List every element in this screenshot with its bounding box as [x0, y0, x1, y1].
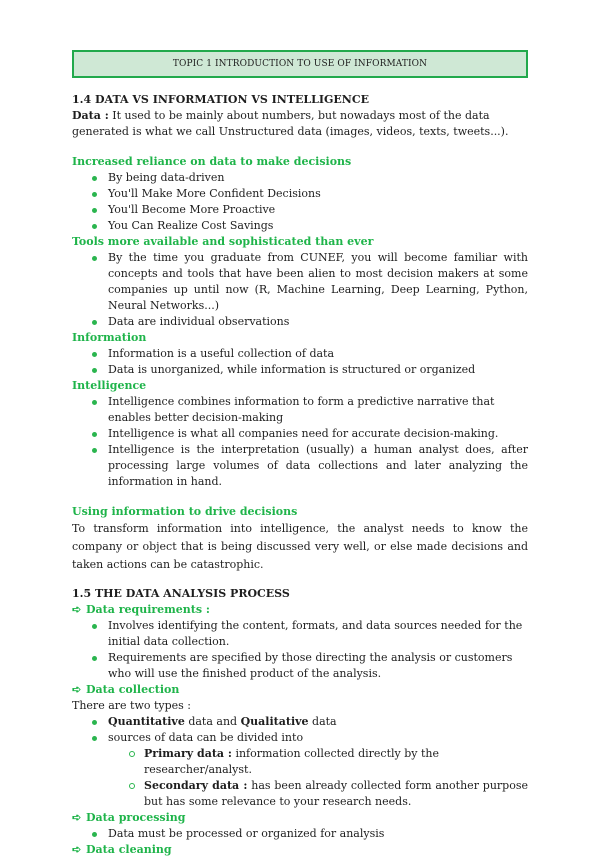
list-item: Requirements are specified by those directing the analysis or customers who will use the finished product of the analysis.: [72, 650, 528, 682]
sub-list-item: [72, 746, 528, 778]
primary-label: Primary data :: [144, 747, 232, 760]
spacer: [72, 140, 528, 154]
list-item: Data is unorganized, while information is structured or organized: [72, 362, 528, 378]
data-text: It used to be mainly about numbers, but nowadays most of the data generated is what we call Unstructured data (images, videos, texts, tweets...).: [72, 109, 509, 138]
processing-list: [72, 826, 528, 842]
secondary-text: has been already collected form another purpose but has some relevance to your research needs.: [144, 779, 528, 808]
arrow-icon: ➪: [72, 683, 82, 696]
intelligence-heading: Intelligence: [72, 379, 147, 392]
spacer: [72, 574, 528, 586]
data-word-text: data: [308, 715, 337, 728]
tools-list: [72, 250, 528, 330]
list-item: Intelligence is what all companies need for accurate decision-making.: [72, 426, 528, 442]
using-info-heading: Using information to drive decisions: [72, 505, 298, 518]
using-info-text: To transform information into intelligence, the analyst needs to know the company or object that is being discussed very well, or else made decisions and taken actions can be catastrophic.: [72, 522, 528, 571]
qualitative-label: Qualitative: [240, 715, 309, 728]
document-content: [72, 92, 528, 858]
data-definition: [72, 108, 528, 140]
list-item: Information is a useful collection of data: [72, 346, 528, 362]
list-item: By the time you graduate from CUNEF, you will become familiar with concepts and tools that have been alien to most decision makers at some companies up until now (R, Machine Learning, Deep Learning, Python, Neural Networks...): [72, 250, 528, 314]
collection-heading-text: Data collection: [86, 683, 180, 696]
tools-heading: Tools more available and sophisticated than ever: [72, 235, 374, 248]
list-item: You Can Realize Cost Savings: [72, 218, 528, 234]
list-item: You'll Make More Confident Decisions: [72, 186, 528, 202]
information-list: [72, 346, 528, 378]
intelligence-list: [72, 394, 528, 490]
reliance-list: [72, 170, 528, 234]
collection-list: [72, 714, 528, 810]
list-item: You'll Become More Proactive: [72, 202, 528, 218]
list-item: By being data-driven: [72, 170, 528, 186]
arrow-icon: ➪: [72, 843, 82, 856]
requirements-heading: [72, 602, 528, 618]
cleaning-heading-text: Data cleaning: [86, 843, 172, 856]
processing-heading-text: Data processing: [86, 811, 186, 824]
requirements-heading-text: Data requirements :: [86, 603, 210, 616]
primary-text: information collected directly by the researcher/analyst.: [144, 747, 439, 776]
sub-list-item: [72, 778, 528, 810]
requirements-list: [72, 618, 528, 682]
collection-heading: [72, 682, 528, 698]
list-item: Data must be processed or organized for analysis: [72, 826, 528, 842]
list-item: Intelligence is the interpretation (usually) a human analyst does, after processing large volumes of data collections and later analyzing the information in hand.: [72, 442, 528, 490]
topic-title: TOPIC 1 INTRODUCTION TO USE OF INFORMATION: [172, 59, 428, 69]
topic-title-box: [72, 50, 528, 78]
list-item: Data are individual observations: [72, 314, 528, 330]
collection-intro: There are two types :: [72, 699, 192, 712]
quantitative-label: Quantitative: [108, 715, 185, 728]
cleaning-heading: [72, 842, 528, 858]
list-item: [72, 714, 528, 730]
list-item: [72, 730, 528, 746]
reliance-heading: Increased reliance on data to make decisions: [72, 155, 352, 168]
information-heading: Information: [72, 331, 147, 344]
list-item: Involves identifying the content, formats, and data sources needed for the initial data collection.: [72, 618, 528, 650]
data-and-text: data and: [184, 715, 241, 728]
arrow-icon: ➪: [72, 603, 82, 616]
arrow-icon: ➪: [72, 811, 82, 824]
data-label: Data :: [72, 109, 109, 122]
section-1-4-heading: 1.4 DATA VS INFORMATION VS INTELLIGENCE: [72, 93, 369, 106]
secondary-label: Secondary data :: [144, 779, 248, 792]
sources-text: sources of data can be divided into: [108, 731, 304, 744]
section-1-5-heading: 1.5 THE DATA ANALYSIS PROCESS: [72, 587, 290, 600]
list-item: Intelligence combines information to form a predictive narrative that enables better decision-making: [72, 394, 528, 426]
spacer: [72, 490, 528, 504]
processing-heading: [72, 810, 528, 826]
